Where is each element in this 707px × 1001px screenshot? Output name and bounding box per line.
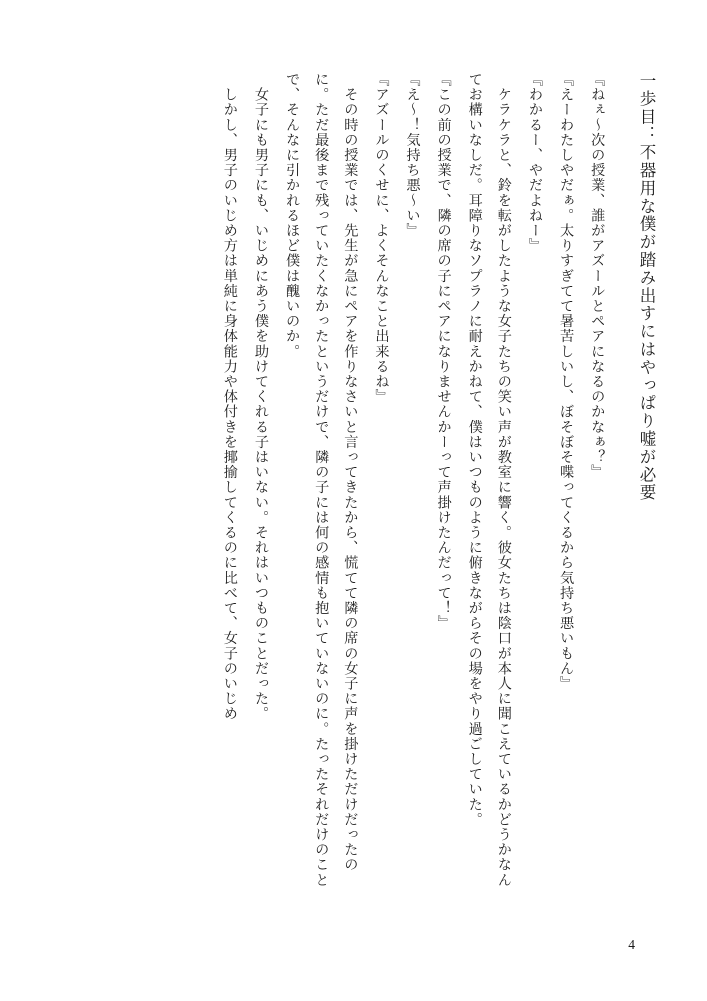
chapter-title: 一歩目：不器用な僕が踏み出すにはやっぱり嘘が必要: [637, 72, 656, 502]
body-line: 『この前の授業で、隣の席の子にペアになりませんかーって声掛けたんだって！』: [435, 72, 452, 631]
vertical-text-body: [63, 72, 663, 902]
body-line: 『わかるー、やだよねー』: [526, 72, 543, 254]
body-line: 『えーわたしやだぁ。太りすぎてて暑苦しいし、ぼそぼそ喋ってくるから気持ち悪いもん』: [558, 72, 575, 692]
body-line: しかし、男子のいじめ方は単純に身体能力や体付きを揶揄してくるのに比べて、女子のいじめ: [221, 72, 238, 722]
body-line: 『アズールのくせに、よくそんなこと出来るね』: [373, 72, 390, 405]
body-line: その時の授業では、先生が急にペアを作りなさいと言ってきたから、慌てて隣の席の女子に声を掛けただけだったのに。ただ最後まで残っていたくなかったというだけで、隣の子には何の感情も抱いていないのに。たったそれだけのことで、そんなに引かれるほど僕は醜いのか。: [284, 72, 359, 888]
body-line: 『え〜！気持ち悪〜い』: [404, 72, 421, 239]
body-line: 女子にも男子にも、いじめにあう僕を助けてくれる子はいない。それはいつものことだった。: [252, 72, 269, 722]
body-line: 『ねぇ〜次の授業、誰がアズールとペアになるのかなぁ？』: [589, 72, 606, 480]
body-line: ケラケラと、鈴を転がしたような女子たちの笑い声が教室に響く。彼女たちは陰口が本人に聞こえているかどうかなんてお構いなしだ。耳障りなソプラノに耐えかねて、僕はいつものように俯きながらその場をやり過ごしていた。: [466, 72, 512, 888]
page-number: 4: [628, 937, 635, 952]
